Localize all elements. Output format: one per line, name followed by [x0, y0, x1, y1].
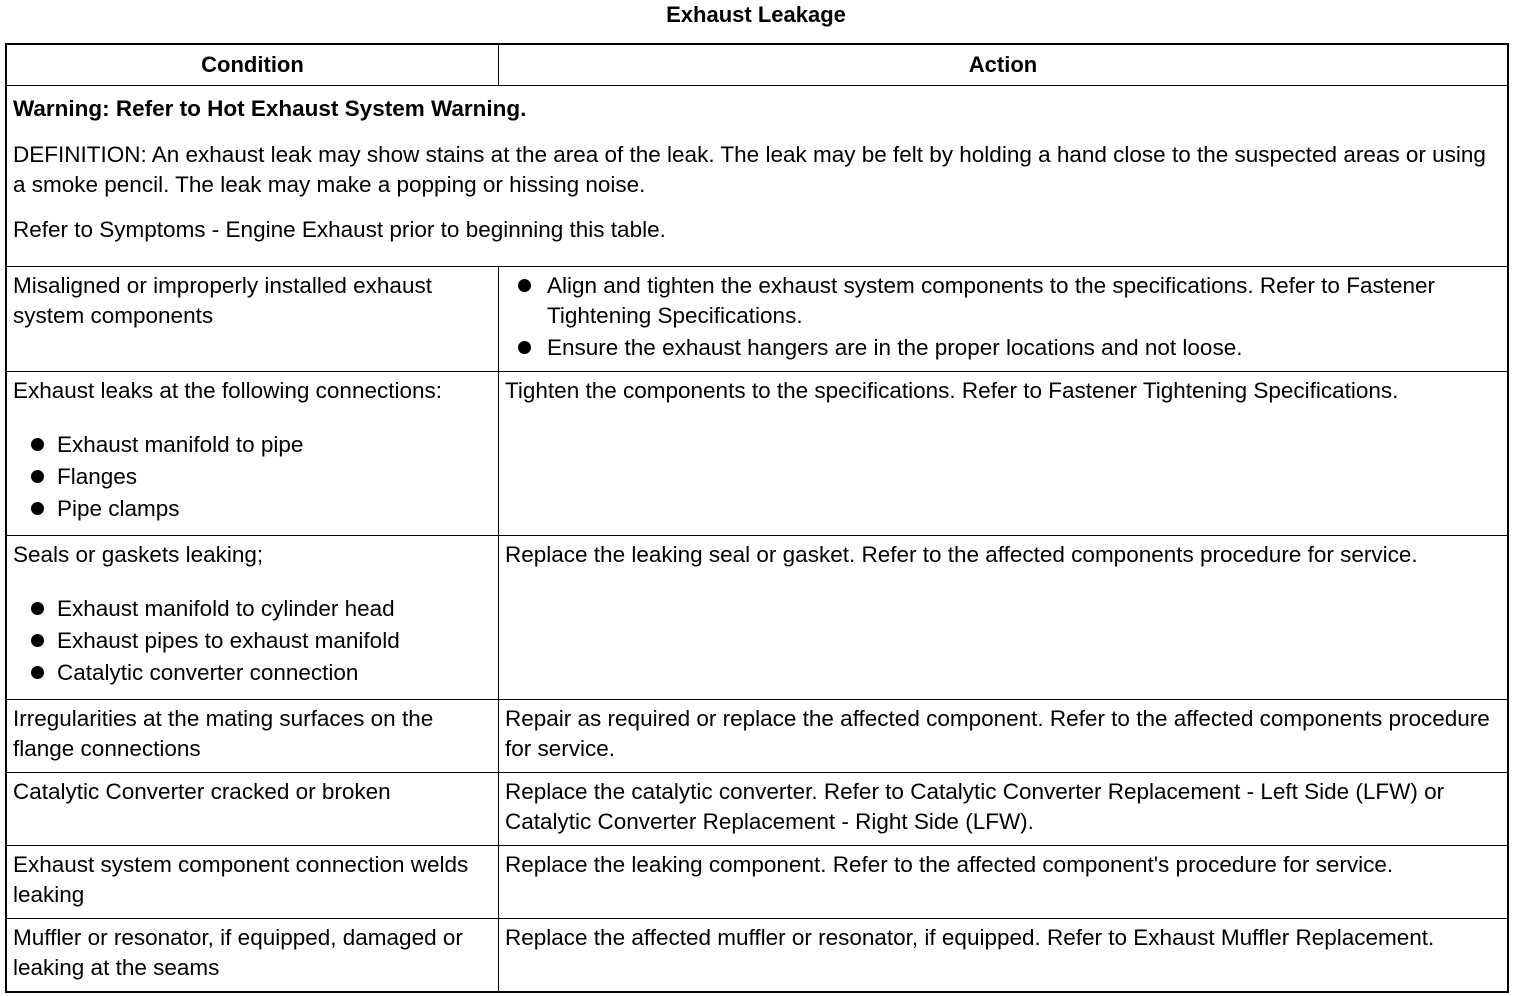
condition-text: Seals or gaskets leaking;: [13, 542, 264, 567]
list-item: Ensure the exhaust hangers are in the proper locations and not loose.: [505, 333, 1501, 363]
action-cell: Repair as required or replace the affected component. Refer to the affected components procedure for service.: [499, 700, 1508, 773]
action-cell: Replace the affected muffler or resonator, if equipped. Refer to Exhaust Muffler Replacement.: [499, 919, 1508, 992]
table-row: [7, 267, 1508, 372]
table-row: [7, 372, 1508, 536]
bullet-icon: [31, 634, 44, 647]
definition-text: DEFINITION: An exhaust leak may show stains at the area of the leak. The leak may be felt by holding a hand close to the suspected areas or using a smoke pencil. The leak may make a popping or hissing noise.: [13, 142, 1486, 197]
condition-cell: Irregularities at the mating surfaces on the flange connections: [7, 700, 499, 773]
action-cell: Replace the leaking component. Refer to the affected component's procedure for service.: [499, 846, 1508, 919]
table-row: [7, 846, 1508, 919]
action-header: Action: [499, 45, 1508, 86]
bullet-icon: [31, 438, 44, 451]
condition-cell: [7, 536, 499, 700]
list-item: Flanges: [13, 462, 492, 492]
condition-cell: [7, 372, 499, 536]
action-cell: Tighten the components to the specifications. Refer to Fastener Tightening Specifications.: [499, 372, 1508, 536]
intro-row: [7, 86, 1508, 267]
bullet-icon: [31, 602, 44, 615]
bullet-icon: [518, 279, 531, 292]
table-header-row: [7, 45, 1508, 86]
condition-cell: Exhaust system component connection welds leaking: [7, 846, 499, 919]
table-row: [7, 919, 1508, 992]
action-cell: [499, 267, 1508, 372]
condition-header: Condition: [7, 45, 499, 86]
condition-cell: Muffler or resonator, if equipped, damaged or leaking at the seams: [7, 919, 499, 992]
warning-text: Warning: Refer to Hot Exhaust System Warning.: [13, 96, 527, 121]
bullet-icon: [31, 470, 44, 483]
list-item: Pipe clamps: [13, 494, 492, 524]
list-item: Exhaust manifold to cylinder head: [13, 594, 492, 624]
diagnostic-table: [6, 44, 1508, 992]
table-row: [7, 773, 1508, 846]
condition-list: [13, 430, 492, 524]
bullet-icon: [518, 341, 531, 354]
list-item: Exhaust manifold to pipe: [13, 430, 492, 460]
list-item: Align and tighten the exhaust system components to the specifications. Refer to Fastener Tightening Specifications.: [505, 271, 1501, 331]
page-title: Exhaust Leakage: [666, 2, 846, 27]
action-cell: Replace the catalytic converter. Refer to Catalytic Converter Replacement - Left Side (LFW) or Catalytic Converter Replacement - Right Side (LFW).: [499, 773, 1508, 846]
table-row: [7, 700, 1508, 773]
bullet-icon: [31, 666, 44, 679]
bullet-icon: [31, 502, 44, 515]
list-item: Exhaust pipes to exhaust manifold: [13, 626, 492, 656]
action-cell: Replace the leaking seal or gasket. Refer to the affected components procedure for service.: [499, 536, 1508, 700]
action-list: [505, 271, 1501, 363]
intro-cell: [7, 86, 1508, 267]
table-row: [7, 536, 1508, 700]
condition-list: [13, 594, 492, 688]
condition-cell: Catalytic Converter cracked or broken: [7, 773, 499, 846]
list-item: Catalytic converter connection: [13, 658, 492, 688]
condition-cell: Misaligned or improperly installed exhaust system components: [7, 267, 499, 372]
refer-text: Refer to Symptoms - Engine Exhaust prior to beginning this table.: [13, 217, 666, 242]
condition-text: Exhaust leaks at the following connections:: [13, 378, 443, 403]
